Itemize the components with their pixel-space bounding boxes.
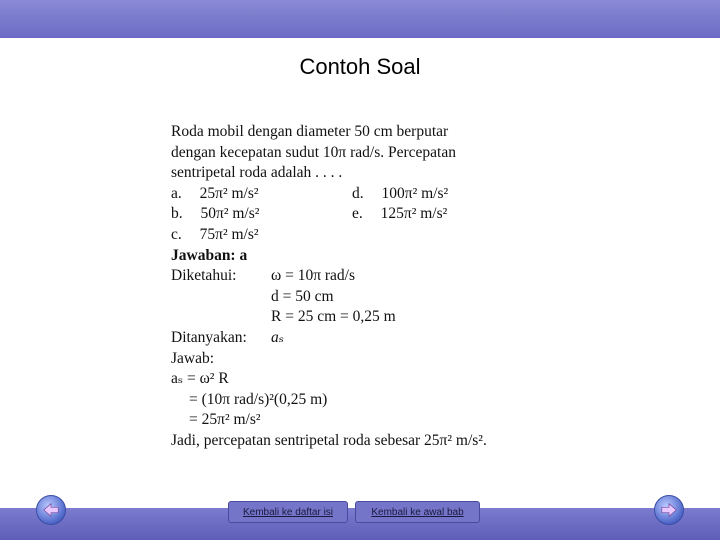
slide-title: Contoh Soal (299, 54, 421, 79)
asked-row (171, 328, 541, 349)
known-value: R = 25 cm = 0,25 m (271, 308, 396, 326)
back-to-contents-button[interactable]: Kembali ke daftar isi (228, 501, 348, 523)
known-value: ω = 10π rad/s (271, 267, 356, 285)
asked-label: Ditanyakan: (171, 328, 247, 346)
option-a-label: a. (171, 184, 182, 202)
previous-slide-button[interactable] (36, 495, 66, 525)
arrow-right-icon (660, 501, 678, 519)
back-to-chapter-button[interactable]: Kembali ke awal bab (355, 501, 480, 523)
option-b-text: 50π² m/s² (200, 205, 260, 223)
asked-value: aₛ (271, 328, 284, 346)
option-a-text: 25π² m/s² (199, 184, 259, 202)
problem-stem-line: dengan kecepatan sudut 10π rad/s. Percepatan (171, 143, 456, 161)
next-slide-button[interactable] (654, 495, 684, 525)
solution-step: = (10π rad/s)²(0,25 m) (189, 390, 328, 408)
option-b-label: b. (171, 205, 183, 223)
top-bar (0, 0, 720, 38)
problem-stem-line: sentripetal roda adalah . . . . (171, 164, 343, 182)
problem-stem-line: Roda mobil dengan diameter 50 cm berputar (171, 123, 449, 140)
conclusion-line: Jadi, percepatan sentripetal roda sebesar 25π² m/s². (171, 431, 487, 449)
option-d-text: 100π² m/s² (381, 184, 449, 202)
known-value: d = 50 cm (271, 287, 334, 305)
answer-line: Jawaban: a (171, 246, 248, 264)
arrow-left-icon (42, 501, 60, 519)
solution-step: aₛ = ω² R (171, 370, 229, 388)
option-e-text: 125π² m/s² (380, 205, 448, 223)
option-d-label: d. (352, 184, 364, 202)
solution-step: = 25π² m/s² (189, 411, 261, 429)
problem-content (171, 122, 541, 452)
option-row (171, 225, 541, 246)
option-e-label: e. (352, 205, 363, 223)
known-label: Diketahui: (171, 267, 237, 285)
option-c-text: 75π² m/s² (199, 225, 259, 243)
option-c-label: c. (171, 225, 182, 243)
known-row (171, 266, 541, 287)
option-row (171, 184, 541, 205)
option-row (171, 204, 541, 225)
jawab-label: Jawab: (171, 349, 215, 367)
